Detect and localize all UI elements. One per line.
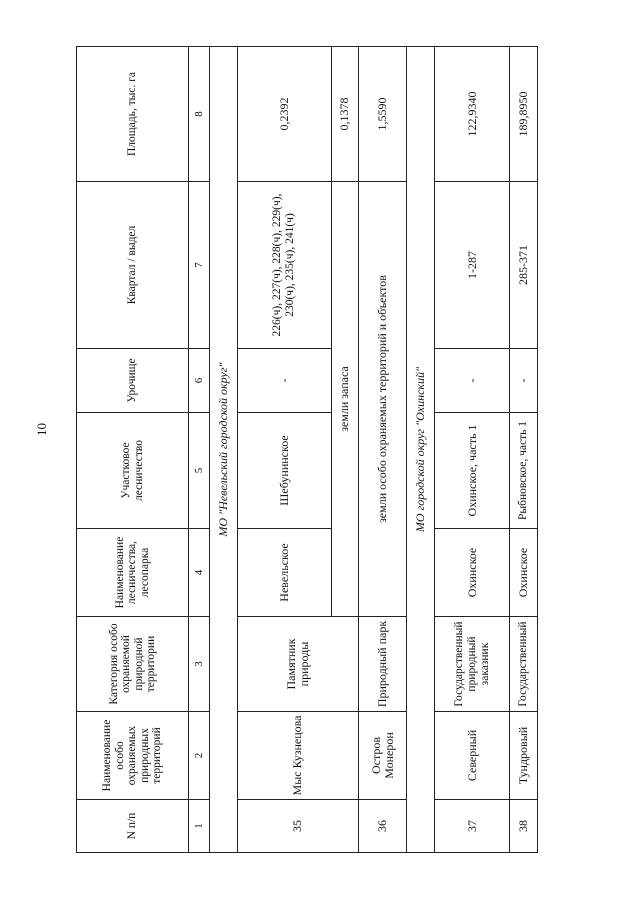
cell-number: 37 [434,800,510,853]
cell-name: Мыс Кузнецова [237,712,359,800]
col-header-tract: Урочище [77,349,189,413]
cell-forestry: Охинское [510,529,538,617]
cell-area: 122,9340 [434,47,510,182]
col-header-quarter: Квартал / выдел [77,182,189,349]
col-header-area: Площадь, тыс. га [77,47,189,182]
table-row-38 [510,47,538,853]
col-header-forestry: Наименование лесничества, лесопарка [77,529,189,617]
col-num-6: 6 [189,349,210,413]
cell-quarter: 1-287 [434,182,510,349]
header-row [77,47,189,853]
cell-tract: - [237,349,331,413]
cell-category: Природный парк [359,617,407,712]
protected-areas-table [76,46,538,853]
section-title-okhinsky: МО городской округ "Охинский" [407,47,435,853]
column-number-row [189,47,210,853]
col-header-number: N п/п [77,800,189,853]
page-number: 10 [34,423,49,436]
col-num-7: 7 [189,182,210,349]
cell-number: 36 [359,800,407,853]
rotated-table-container [76,47,538,853]
cell-tract: - [434,349,510,413]
col-num-4: 4 [189,529,210,617]
cell-category: Государственный природный заказник [434,617,510,712]
col-num-5: 5 [189,413,210,529]
section-row-nevelsky [210,47,238,853]
col-num-1: 1 [189,800,210,853]
table-row-37 [434,47,510,853]
col-header-category: Категория особо охраняемой природной территории [77,617,189,712]
cell-area: 189,8950 [510,47,538,182]
cell-name: Тундровый [510,712,538,800]
section-title-nevelsky: МО "Невельский городской округ" [210,47,238,853]
col-num-2: 2 [189,712,210,800]
cell-number: 35 [237,800,359,853]
cell-name: Северный [434,712,510,800]
section-row-okhinsky [407,47,435,853]
table-row-36 [359,47,407,853]
cell-area: 0,2392 [237,47,331,182]
cell-quarter: 226(ч), 227(ч), 228(ч), 229(ч), 230(ч), 235(ч), 241(ч) [237,182,331,349]
col-header-name: Наименование особо охраняемых природных территорий [77,712,189,800]
cell-category: Государственный [510,617,538,712]
cell-district: Охинское, часть 1 [434,413,510,529]
cell-reserve-area: 0,1378 [331,47,359,182]
cell-reserve-lands: земли запаса [331,182,359,617]
cell-district: Рыбновское, часть 1 [510,413,538,529]
table-row-35 [237,47,331,853]
col-num-8: 8 [189,47,210,182]
cell-forestry: Невельское [237,529,331,617]
cell-number: 38 [510,800,538,853]
cell-quarter: 285-371 [510,182,538,349]
cell-area: 1,5590 [359,47,407,182]
cell-tract: - [510,349,538,413]
col-num-3: 3 [189,617,210,712]
cell-district: Шебунинское [237,413,331,529]
cell-name: Остров Монерон [359,712,407,800]
cell-forestry: Охинское [434,529,510,617]
cell-protected-lands: земли особо охраняемых территорий и объектов [359,182,407,617]
col-header-district: Участковое лесничество [77,413,189,529]
cell-category: Памятник природы [237,617,359,712]
